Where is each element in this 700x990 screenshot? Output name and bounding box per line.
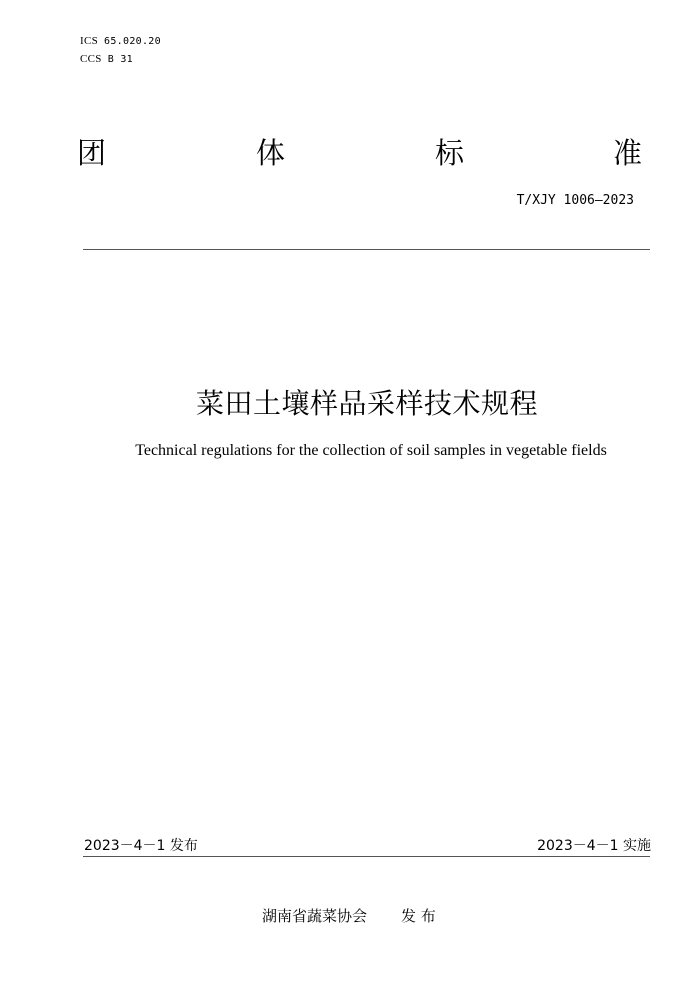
implement-date: 2023－4－1 实施 (537, 838, 651, 854)
category-char-4: 准 (613, 136, 643, 170)
category-char-3: 标 (435, 136, 465, 170)
ccs-value: B 31 (107, 54, 133, 65)
publisher-action: 发 布 (401, 907, 436, 925)
publisher-line (262, 905, 436, 926)
publisher-org: 湖南省蔬菜协会 (262, 907, 368, 925)
top-divider (83, 249, 650, 250)
ccs-label: CCS (80, 53, 102, 65)
category-char-1: 团 (77, 136, 107, 170)
ccs-line (80, 53, 133, 65)
publish-date: 2023－4－1 发布 (84, 838, 198, 854)
category-char-2: 体 (256, 136, 286, 170)
bottom-divider (83, 856, 650, 857)
ics-line (80, 35, 161, 47)
ics-label: ICS (80, 35, 99, 47)
document-number: T/XJY 1006—2023 (516, 193, 634, 208)
title-english: Technical regulations for the collection of soil samples in vegetable fields (135, 442, 607, 459)
ics-value: 65.020.20 (104, 36, 161, 47)
title-chinese: 菜田土壤样品采样技术规程 (195, 387, 538, 420)
